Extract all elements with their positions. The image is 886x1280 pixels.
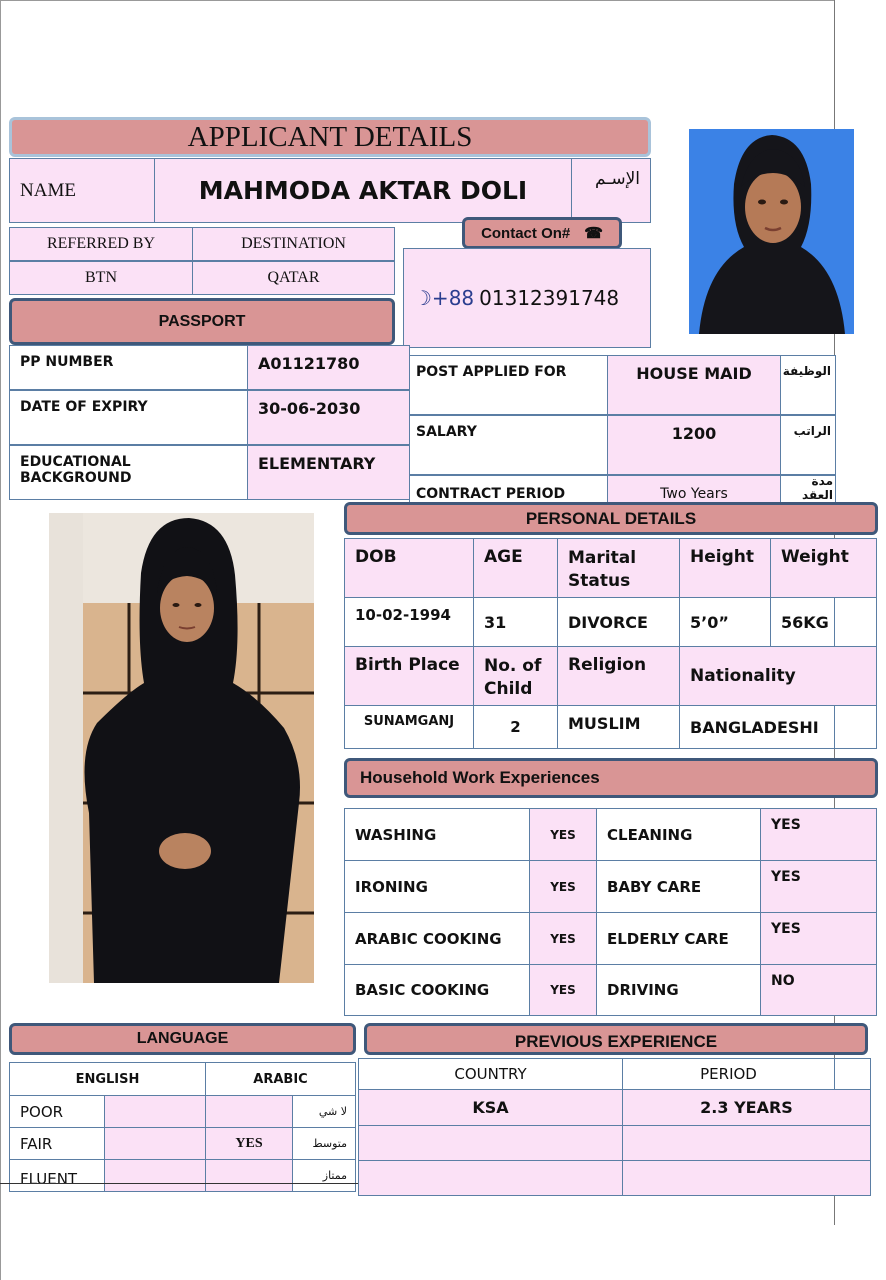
task-cleaning-value: YES [760, 808, 877, 861]
contact-number: 01312391748 [479, 286, 620, 310]
household-title: Household Work Experiences [344, 758, 878, 798]
language-title: LANGUAGE [9, 1023, 356, 1055]
contract-period-label-arabic: مدة العقد [780, 475, 836, 505]
birth-place-header: Birth Place [344, 646, 474, 706]
previous-col-country: COUNTRY [358, 1058, 623, 1090]
name-label: NAME [9, 158, 155, 223]
education-value: ELEMENTARY [247, 445, 410, 500]
language-level-fluent-arabic: ممتاز [292, 1159, 356, 1192]
task-washing: WASHING [344, 808, 530, 861]
height-header: Height [679, 538, 771, 598]
referred-by-value: BTN [9, 261, 193, 295]
task-basic-cooking: BASIC COOKING [344, 964, 530, 1016]
english-fluent-value [104, 1159, 206, 1192]
expiry-label: DATE OF EXPIRY [9, 390, 248, 445]
applicant-headshot [689, 129, 854, 334]
education-label: EDUCATIONAL BACKGROUND [9, 445, 248, 500]
full-photo-illustration [49, 513, 314, 983]
language-underline [0, 1183, 358, 1184]
name-label-arabic: الإسـم [571, 158, 651, 223]
language-level-fair-arabic: متوسط [292, 1127, 356, 1160]
age-value: 31 [473, 597, 558, 647]
language-level-fair: FAIR [9, 1127, 105, 1160]
weight-header: Weight [770, 538, 877, 598]
applicant-details-title: APPLICANT DETAILS [9, 117, 651, 157]
page-border-left [0, 0, 1, 1280]
language-level-poor-arabic: لا شي [292, 1095, 356, 1128]
post-applied-label-arabic: الوظيفة [780, 355, 836, 415]
language-level-poor: POOR [9, 1095, 105, 1128]
arabic-fluent-value [205, 1159, 293, 1192]
phone-icon: ☎ [584, 225, 603, 242]
language-col-english: ENGLISH [9, 1062, 206, 1096]
task-ironing: IRONING [344, 860, 530, 913]
applicant-full-photo [49, 513, 314, 983]
no-of-child-header: No. of Child [473, 646, 558, 706]
previous-period-2 [622, 1125, 871, 1161]
salary-value: 1200 [607, 415, 781, 475]
english-poor-value [104, 1095, 206, 1128]
previous-country-3 [358, 1160, 623, 1196]
destination-value: QATAR [192, 261, 395, 295]
previous-col-period: PERIOD [622, 1058, 835, 1090]
language-level-fluent: FLUENT [9, 1159, 105, 1192]
personal-details-title: PERSONAL DETAILS [344, 502, 878, 535]
salary-label-arabic: الراتب [780, 415, 836, 475]
headshot-illustration [689, 129, 854, 334]
language-col-arabic: ARABIC [205, 1062, 356, 1096]
religion-value: MUSLIM [557, 705, 680, 749]
pp-number-label: PP NUMBER [9, 345, 248, 390]
pp-number-value: A01121780 [247, 345, 410, 390]
nationality-header: Nationality [679, 646, 877, 706]
task-elderly-care-value: YES [760, 912, 877, 965]
previous-country-1: KSA [358, 1089, 623, 1126]
weight-value [770, 597, 835, 647]
previous-period-3 [622, 1160, 871, 1196]
previous-period-1: 2.3 YEARS [622, 1089, 871, 1126]
dob-header: DOB [344, 538, 474, 598]
destination-label: DESTINATION [192, 227, 395, 261]
nationality-extra-cell [834, 705, 877, 749]
weight-value-text: 56KG [781, 612, 829, 632]
arabic-poor-value [205, 1095, 293, 1128]
page-border-top [0, 0, 835, 1]
dob-value: 10-02-1994 [344, 597, 474, 647]
task-baby-care: BABY CARE [596, 860, 761, 913]
age-header: AGE [473, 538, 558, 598]
previous-experience-title: PREVIOUS EXPERIENCE [364, 1023, 868, 1055]
contract-period-value: Two Years [607, 475, 781, 505]
contact-label-banner [462, 217, 622, 249]
task-elderly-care: ELDERLY CARE [596, 912, 761, 965]
task-cleaning: CLEANING [596, 808, 761, 861]
salary-label: SALARY [409, 415, 608, 475]
nationality-value: BANGLADESHI [679, 705, 835, 749]
weight-extra-cell [834, 597, 877, 647]
referred-by-label: REFERRED BY [9, 227, 193, 261]
religion-header: Religion [557, 646, 680, 706]
arabic-fair-value: YES [205, 1127, 293, 1160]
task-arabic-cooking: ARABIC COOKING [344, 912, 530, 965]
task-driving-value: NO [760, 964, 877, 1016]
marital-status-value: DIVORCE [557, 597, 680, 647]
no-of-child-value: 2 [473, 705, 558, 749]
post-applied-label: POST APPLIED FOR [409, 355, 608, 415]
task-arabic-cooking-value: YES [529, 912, 597, 965]
task-ironing-value: YES [529, 860, 597, 913]
contract-period-label: CONTRACT PERIOD [409, 475, 608, 505]
post-applied-value: HOUSE MAID [607, 355, 781, 415]
task-driving: DRIVING [596, 964, 761, 1016]
task-baby-care-value: YES [760, 860, 877, 913]
expiry-value: 30-06-2030 [247, 390, 410, 445]
contact-label: Contact On# [481, 224, 571, 242]
task-washing-value: YES [529, 808, 597, 861]
english-fair-value [104, 1127, 206, 1160]
contact-number-box [403, 248, 651, 348]
task-basic-cooking-value: YES [529, 964, 597, 1016]
height-value: 5’0” [679, 597, 771, 647]
previous-country-2 [358, 1125, 623, 1161]
contact-prefix: ☽+88 [414, 286, 475, 310]
marital-status-header: Marital Status [557, 538, 680, 598]
applicant-name: MAHMODA AKTAR DOLI [154, 158, 572, 223]
previous-col-extra [834, 1058, 871, 1090]
passport-title: PASSPORT [9, 298, 395, 345]
birth-place-value: SUNAMGANJ [344, 705, 474, 749]
